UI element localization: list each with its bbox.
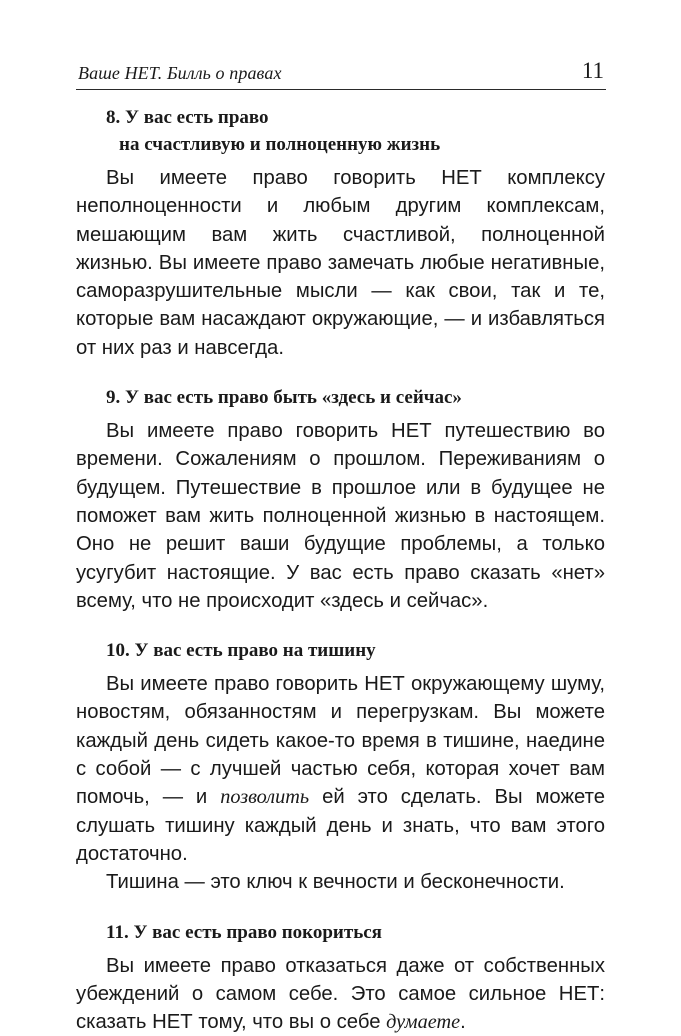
emphasis-text: позволить <box>220 786 310 809</box>
section-11 <box>76 919 605 1036</box>
section-heading-line2: на счастливую и полноценную жизнь <box>119 134 441 155</box>
paragraph-text: ей это сделать. Вы можете слушать тишину каждый день и знать, что вам этого достаточно. <box>76 786 605 865</box>
section-9 <box>76 384 605 615</box>
emphasis-text: думаете <box>386 1011 461 1034</box>
section-heading: 10. У вас есть право на тишину <box>106 640 376 662</box>
page-number: 11 <box>581 58 604 83</box>
section-heading: 9. У вас есть право быть «здесь и сейчас» <box>106 387 462 409</box>
section-paragraph-2: Тишина — это ключ к вечности и бесконечности. <box>106 871 565 894</box>
section-paragraph: Вы имеете право говорить НЕТ путешествию во времени. Сожалениям о прошлом. Переживаниям о будущем. Путешествие в прошлое или в будущее не поможет вам жить полноценной жизнью в настоящем. Оно не решит ваши будущие проблемы, а только усугубит настоящие. У вас есть право сказать «нет» всему, что не происходит «здесь и сейчас». <box>76 420 605 612</box>
running-title: Ваше НЕТ. Билль о правах <box>78 63 282 83</box>
running-head <box>76 55 606 90</box>
section-heading: 11. У вас есть право покориться <box>106 921 382 943</box>
section-heading-line1: 8. У вас есть право <box>106 107 269 128</box>
paragraph-text: Вы имеете право отказаться даже от собственных убеждений о самом себе. Это самое сильное НЕТ: сказать НЕТ тому, что вы о себе <box>76 954 605 1034</box>
section-paragraph <box>76 670 605 868</box>
paragraph-text: . <box>460 1011 466 1034</box>
paragraph-text: Вы имеете право говорить НЕТ окружающему шуму, новостям, обязанностям и перегрузкам. Вы можете каждый день сидеть какое-то время в тишине, наедине с собой — с лучшей частью себя, которая хочет вам помочь, — и <box>76 673 605 809</box>
section-paragraph <box>76 952 605 1036</box>
section-heading <box>76 104 605 158</box>
section-10 <box>76 637 605 896</box>
section-paragraph: Вы имеете право говорить НЕТ комплексу неполноценности и любым другим комплексам, мешающим вам жить счастливой, полноценной жизнью. Вы имеете право замечать любые негативные, саморазрушительные мысли — как свои, так и те, которые вам насаждают окружающие, — и избавляться от них раз и навсегда. <box>76 167 605 359</box>
section-8 <box>76 104 605 362</box>
page-content <box>76 104 605 1036</box>
